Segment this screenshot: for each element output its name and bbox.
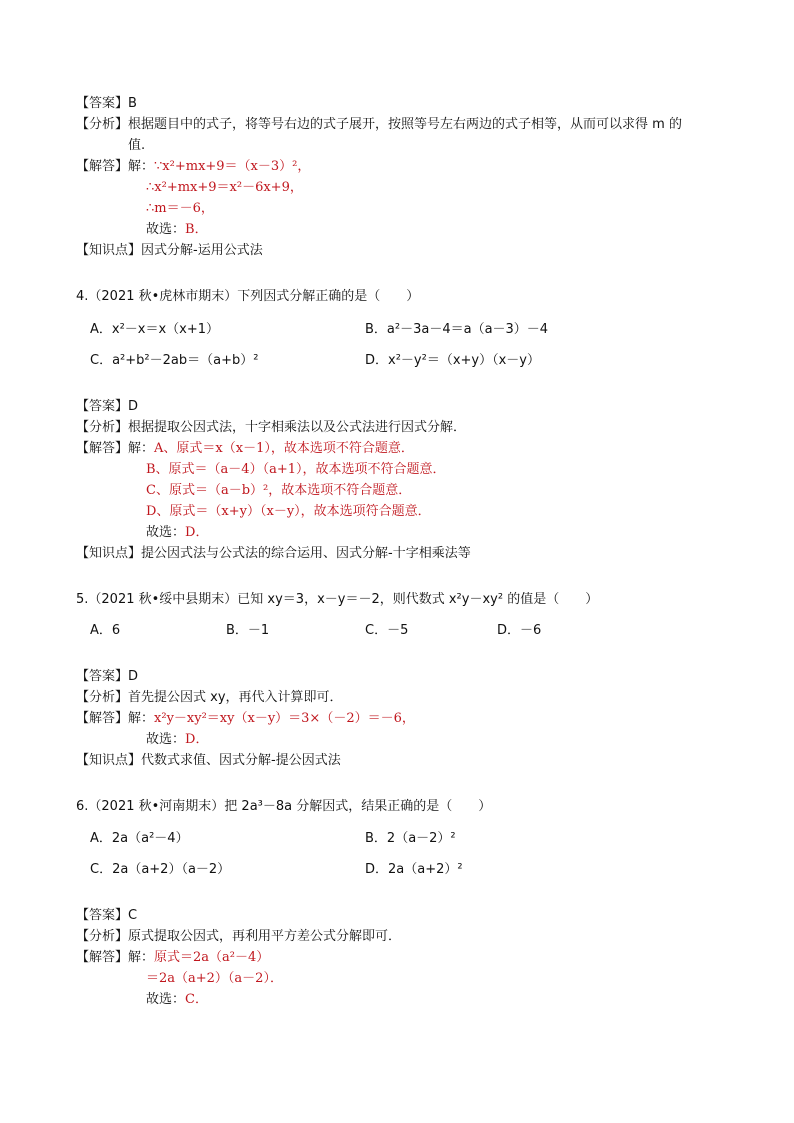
analysis-text: 根据提取公因式法，十字相乘法以及公式法进行因式分解．	[128, 420, 467, 435]
knowledge-text: 提公因式法与公式法的综合运用、因式分解-十字相乘法等	[141, 546, 471, 561]
q4-option-a: A．x²－x＝x（x+1）	[90, 322, 220, 337]
analysis-text: 根据题目中的式子，将等号右边的式子展开，按照等号左右两边的式子相等，从而可以求得 m 的	[128, 117, 682, 132]
solution-step: B、原式＝（a－4）（a+1），故本选项不符合题意．	[146, 462, 446, 477]
choice-value: D．	[185, 525, 209, 540]
question-4-stem: 4.（2021 秋•虎林市期末）下列因式分解正确的是（ ）	[76, 289, 420, 304]
knowledge-text: 因式分解-运用公式法	[141, 243, 263, 258]
solution-step: A、原式＝x（x－1），故本选项不符合题意．	[154, 441, 414, 456]
answer-value: D	[128, 399, 139, 414]
analysis-text-cont: 值.	[128, 138, 146, 153]
solution-step: C、原式＝（a－b）²，故本选项不符合题意．	[146, 483, 412, 498]
q4-knowledge-row	[76, 544, 471, 564]
solution-tag: 【解答】	[76, 711, 129, 726]
q5-option-d: D．－6	[497, 623, 542, 638]
q6-solution-row	[76, 948, 269, 968]
solution-lead: 解：	[128, 159, 155, 174]
solution-tag: 【解答】	[76, 159, 129, 174]
solution-choice	[146, 990, 208, 1010]
solution-choice	[146, 523, 208, 543]
q6-option-a: A．2a（a²－4）	[90, 831, 189, 846]
question-5-stem: 5.（2021 秋•绥中县期末）已知 xy＝3，x－y＝－2，则代数式 x²y－xy² 的值是（ ）	[76, 592, 599, 607]
q5-solution-row	[76, 709, 415, 729]
solution-tag: 【解答】	[76, 441, 129, 456]
q4-option-b: B．a²－3a－4＝a（a－3）－4	[365, 322, 549, 337]
choice-value: C．	[185, 992, 208, 1007]
solution-lead: 解：	[128, 441, 155, 456]
analysis-tag: 【分析】	[76, 929, 129, 944]
knowledge-tag: 【知识点】	[76, 243, 142, 258]
solution-step: x²y－xy²＝xy（x－y）＝3×（－2）＝－6，	[154, 711, 415, 726]
q5-option-b: B．－1	[226, 623, 270, 638]
q5-analysis-row	[76, 688, 343, 708]
choice-lead: 故选：	[146, 525, 186, 540]
q4-analysis-row	[76, 418, 466, 438]
q6-option-b: B．2（a－2）²	[365, 831, 456, 846]
analysis-row-prev	[76, 115, 682, 135]
answer-value: C	[128, 908, 138, 923]
answer-tag: 【答案】	[76, 669, 129, 684]
q6-option-d: D．2a（a+2）²	[365, 862, 463, 877]
q5-option-a: A．6	[90, 623, 121, 638]
answer-tag: 【答案】	[76, 908, 129, 923]
answer-tag: 【答案】	[76, 399, 129, 414]
q4-option-d: D．x²－y²＝（x+y）（x－y）	[365, 353, 540, 368]
knowledge-row-prev	[76, 241, 263, 261]
solution-choice	[146, 220, 208, 240]
choice-value: B．	[185, 222, 208, 237]
solution-step: ∴m＝－6，	[146, 201, 214, 216]
answer-row-prev	[76, 94, 137, 114]
analysis-text: 首先提公因式 xy，再代入计算即可．	[128, 690, 343, 705]
solution-lead: 解：	[128, 711, 155, 726]
knowledge-tag: 【知识点】	[76, 753, 142, 768]
analysis-tag: 【分析】	[76, 690, 129, 705]
answer-tag: 【答案】	[76, 96, 129, 111]
answer-value: D	[128, 669, 139, 684]
choice-lead: 故选：	[146, 992, 186, 1007]
q5-answer-row	[76, 667, 138, 687]
solution-lead: 解：	[128, 950, 155, 965]
q6-analysis-row	[76, 927, 401, 947]
q4-solution-row	[76, 439, 414, 459]
solution-tag: 【解答】	[76, 950, 129, 965]
choice-value: D．	[185, 732, 209, 747]
solution-step: ＝2a（a+2）（a－2）．	[146, 971, 283, 986]
question-6-stem: 6.（2021 秋•河南期末）把 2a³－8a 分解因式，结果正确的是（ ）	[76, 799, 492, 814]
solution-row-prev	[76, 157, 310, 177]
choice-lead: 故选：	[146, 732, 186, 747]
solution-step: ∴x²+mx+9＝x²－6x+9，	[146, 180, 303, 195]
q4-answer-row	[76, 397, 138, 417]
q5-option-c: C．－5	[365, 623, 409, 638]
analysis-tag: 【分析】	[76, 117, 129, 132]
analysis-tag: 【分析】	[76, 420, 129, 435]
solution-step: D、原式＝（x+y）（x－y），故本选项符合题意．	[146, 504, 431, 519]
q6-answer-row	[76, 906, 137, 926]
analysis-text: 原式提取公因式，再利用平方差公式分解即可．	[128, 929, 402, 944]
solution-step: ∵x²+mx+9＝（x－3）²，	[154, 159, 311, 174]
q6-option-c: C．2a（a+2）（a－2）	[90, 862, 231, 877]
knowledge-tag: 【知识点】	[76, 546, 142, 561]
q5-knowledge-row	[76, 751, 341, 771]
choice-lead: 故选：	[146, 222, 186, 237]
knowledge-text: 代数式求值、因式分解-提公因式法	[141, 753, 341, 768]
q4-option-c: C．a²+b²－2ab＝（a+b）²	[90, 353, 259, 368]
solution-choice	[146, 730, 208, 750]
solution-step: 原式＝2a（a²－4）	[154, 950, 270, 965]
answer-value: B	[128, 96, 137, 111]
